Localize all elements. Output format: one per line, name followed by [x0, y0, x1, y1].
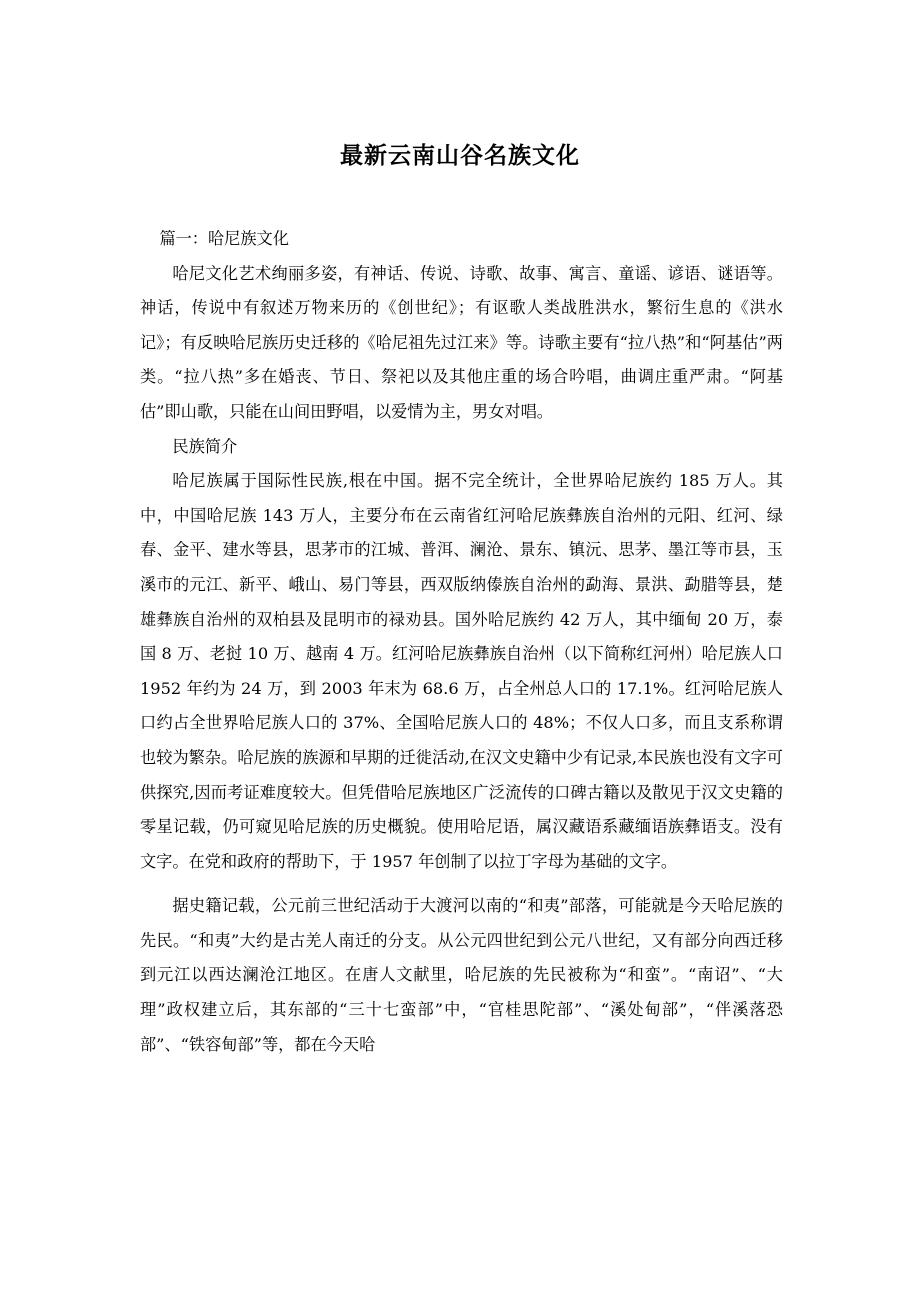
paragraph-history: 据史籍记载，公元前三世纪活动于大渡河以南的“和夷”部落，可能就是今天哈尼族的先民。“和夷”大约是古羌人南迁的分支。从公元四世纪到公元八世纪，又有部分向西迁移到元江以西达澜沧江地区。在唐人文献里，哈尼族的先民被称为“和蛮”。“南诏”、“大理”政权建立后，其东部的“三十七蛮部”中，“官桂思陀部”、“溪处甸部”，“伴溪落恐部”、“铁容甸部”等，都在今天哈 [140, 896, 783, 1054]
paragraph-population: 哈尼族属于国际性民族,根在中国。据不完全统计，全世界哈尼族约 185 万人。其中，中国哈尼族 143 万人，主要分布在云南省红河哈尼族彝族自治州的元阳、红河、绿春、金平、建水等县，思茅市的江城、普洱、澜沧、景东、镇沅、思茅、墨江等市县，玉溪市的元江、新平、峨山、易门等县，西双版纳傣族自治州的勐海、景洪、勐腊等县，楚雄彝族自治州的双柏县及昆明市的禄劝县。国外哈尼族约 42 万人，其中缅甸 20 万，泰国 8 万、老挝 10 万、越南 4 万。红河哈尼族彝族自治州（以下简称红河州）哈尼族人口 1952 年约为 24 万，到 2003 年末为 68.6 万，占全州总人口的 17.1%。红河哈尼族人口约占全世界哈尼族人口的 37%、全国哈尼族人口的 48%；不仅人口多，而且支系称谓也较为繁杂。哈尼族的族源和早期的迁徙活动,在汉文史籍中少有记录,本民族也没有文字可供探究,因而考证难度较大。但凭借哈尼族地区广泛流传的口碑古籍以及散见于汉文史籍的零星记载，仍可窥见哈尼族的历史概貌。使用哈尼语，属汉藏语系藏缅语族彝语支。没有文字。在党和政府的帮助下，于 1957 年创制了以拉丁字母为基础的文字。 [140, 471, 783, 871]
section-heading: 篇一：哈尼族文化 [159, 229, 289, 248]
document-body [140, 222, 783, 1062]
paragraph-culture: 哈尼文化艺术绚丽多姿，有神话、传说、诗歌、故事、寓言、童谣、谚语、谜语等。神话，传说中有叙述万物来历的《创世纪》；有讴歌人类战胜洪水，繁衍生息的《洪水记》；有反映哈尼族历史迁移的《哈尼祖先过江来》等。诗歌主要有“拉八热”和“阿基估”两类。“拉八热”多在婚丧、节日、祭祀以及其他庄重的场合吟唱，曲调庄重严肃。“阿基估”即山歌，只能在山间田野唱，以爱情为主，男女对唱。 [140, 263, 783, 421]
document-title: 最新云南山谷名族文化 [340, 142, 580, 169]
subheading-introduction: 民族简介 [172, 436, 238, 456]
